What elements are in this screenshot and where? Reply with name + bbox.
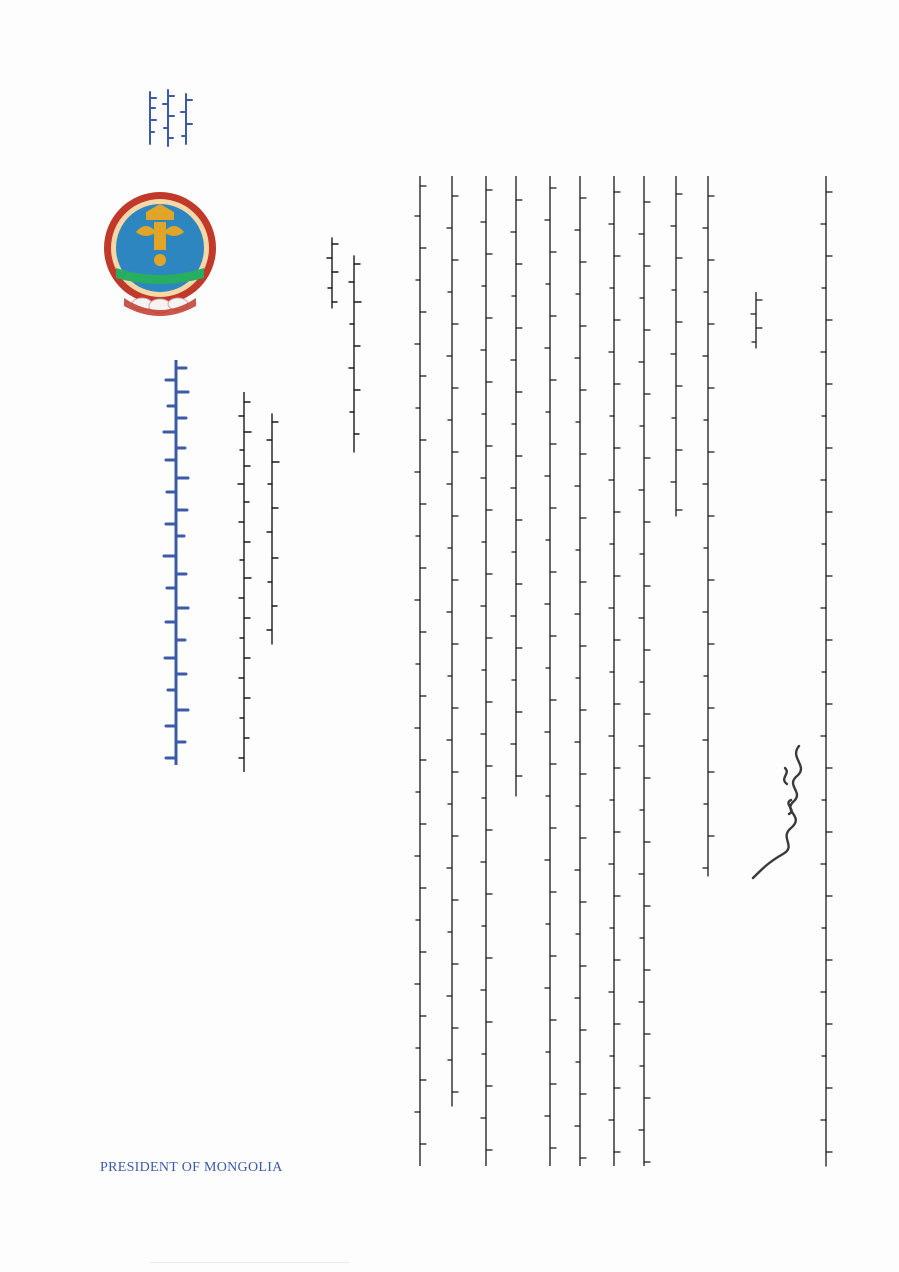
letterhead-footer-title: PRESIDENT OF MONGOLIA <box>100 1160 283 1175</box>
letterhead-small-script <box>142 86 198 150</box>
letter-body-text <box>408 176 738 1166</box>
signatory-line <box>808 176 848 1176</box>
salutation-lines <box>318 228 378 458</box>
bottom-divider <box>150 1262 350 1263</box>
signature-icon <box>745 740 810 890</box>
letterhead-heading-script <box>160 360 192 765</box>
coat-of-arms-icon <box>100 172 220 332</box>
letterhead-address-lines <box>228 392 288 772</box>
closing-line <box>744 292 774 352</box>
